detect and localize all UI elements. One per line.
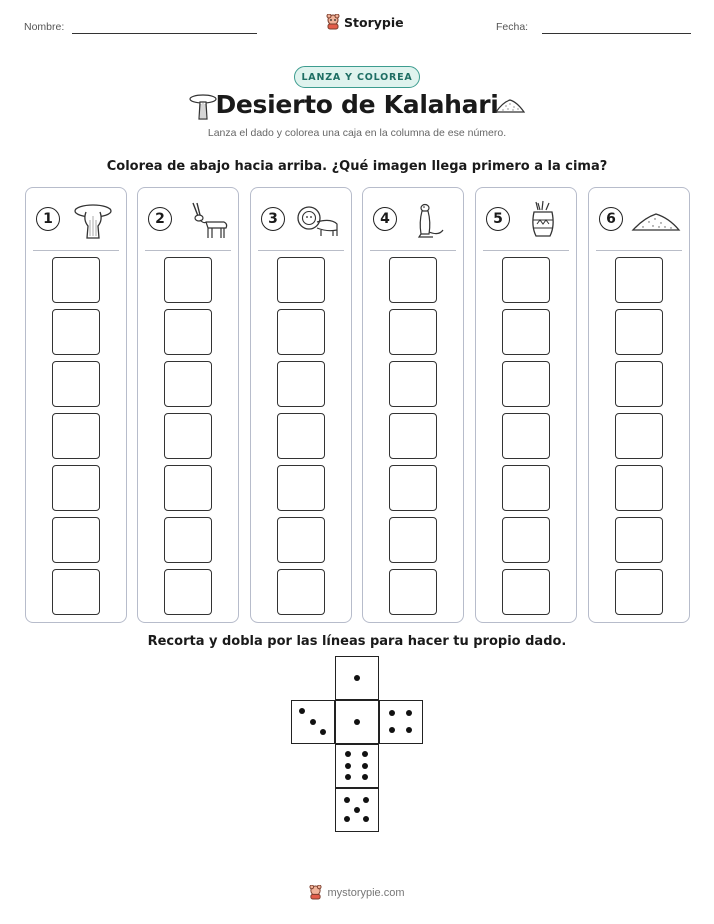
name-label: Nombre: xyxy=(24,21,65,33)
activity-badge: LANZA Y COLOREA xyxy=(294,66,420,88)
color-box[interactable] xyxy=(615,413,663,459)
die-pip xyxy=(344,816,350,822)
color-box[interactable] xyxy=(615,257,663,303)
color-box[interactable] xyxy=(164,309,212,355)
name-line[interactable] xyxy=(72,33,257,34)
page-title: Desierto de Kalahari xyxy=(215,90,499,119)
die-pip xyxy=(362,763,368,769)
die-pip xyxy=(344,797,350,803)
die-pip xyxy=(389,727,395,733)
die-face-4 xyxy=(379,700,423,744)
die-pip xyxy=(363,797,369,803)
color-box[interactable] xyxy=(502,361,550,407)
die-pip xyxy=(345,774,351,780)
column-number: 1 xyxy=(36,207,60,231)
column-number: 5 xyxy=(486,207,510,231)
color-box[interactable] xyxy=(52,257,100,303)
color-box[interactable] xyxy=(52,465,100,511)
column-header xyxy=(363,188,463,250)
woven-basket-icon xyxy=(516,200,570,240)
footer xyxy=(0,885,714,900)
column-number: 2 xyxy=(148,207,172,231)
column-header xyxy=(476,188,576,250)
color-box[interactable] xyxy=(277,517,325,563)
storypie-mascot-icon xyxy=(326,14,340,30)
column-6 xyxy=(588,187,690,623)
column-divider xyxy=(596,250,682,251)
color-box[interactable] xyxy=(277,309,325,355)
die-pip xyxy=(354,675,360,681)
die-pip xyxy=(345,763,351,769)
die-face-1 xyxy=(335,656,379,700)
color-box[interactable] xyxy=(502,413,550,459)
sand-dune-icon xyxy=(629,200,683,240)
color-box[interactable] xyxy=(389,569,437,615)
color-box[interactable] xyxy=(502,465,550,511)
die-pip xyxy=(310,719,316,725)
column-header xyxy=(26,188,126,250)
color-box[interactable] xyxy=(277,413,325,459)
brand-name: Storypie xyxy=(344,14,404,30)
die-face-1 xyxy=(335,700,379,744)
column-divider xyxy=(483,250,569,251)
die-instruction: Recorta y dobla por las líneas para hacer tu propio dado. xyxy=(147,634,567,649)
color-box[interactable] xyxy=(277,257,325,303)
color-box[interactable] xyxy=(615,517,663,563)
color-box[interactable] xyxy=(502,517,550,563)
color-box[interactable] xyxy=(277,361,325,407)
color-box[interactable] xyxy=(52,361,100,407)
lion-icon xyxy=(291,200,345,240)
date-label: Fecha: xyxy=(496,21,529,33)
color-box[interactable] xyxy=(164,257,212,303)
color-box[interactable] xyxy=(389,361,437,407)
color-box[interactable] xyxy=(615,309,663,355)
die-pip xyxy=(345,751,351,757)
column-number: 6 xyxy=(599,207,623,231)
column-header xyxy=(138,188,238,250)
color-box[interactable] xyxy=(615,569,663,615)
color-box[interactable] xyxy=(389,309,437,355)
date-line[interactable] xyxy=(542,33,691,34)
color-box[interactable] xyxy=(502,257,550,303)
die-pip xyxy=(406,727,412,733)
die-face-6 xyxy=(335,744,379,788)
baobab-tree-icon xyxy=(66,200,120,240)
meerkat-icon xyxy=(403,200,457,240)
die-pip xyxy=(320,729,326,735)
column-divider xyxy=(33,250,119,251)
color-box[interactable] xyxy=(277,569,325,615)
color-box[interactable] xyxy=(164,361,212,407)
color-box[interactable] xyxy=(52,413,100,459)
color-box[interactable] xyxy=(164,569,212,615)
column-header xyxy=(589,188,689,250)
die-pip xyxy=(354,807,360,813)
die-face-5 xyxy=(335,788,379,832)
color-box[interactable] xyxy=(164,465,212,511)
column-number: 3 xyxy=(261,207,285,231)
brand-logo xyxy=(326,14,404,30)
color-box[interactable] xyxy=(615,465,663,511)
column-divider xyxy=(370,250,456,251)
color-box[interactable] xyxy=(389,413,437,459)
sand-dune-icon xyxy=(494,96,526,116)
column-4 xyxy=(362,187,464,623)
color-box[interactable] xyxy=(389,465,437,511)
column-number: 4 xyxy=(373,207,397,231)
color-box[interactable] xyxy=(277,465,325,511)
color-box[interactable] xyxy=(52,517,100,563)
footer-url[interactable]: mystorypie.com xyxy=(327,886,405,899)
color-box[interactable] xyxy=(164,413,212,459)
color-box[interactable] xyxy=(502,309,550,355)
column-divider xyxy=(145,250,231,251)
color-box[interactable] xyxy=(52,309,100,355)
color-box[interactable] xyxy=(52,569,100,615)
column-5 xyxy=(475,187,577,623)
column-2 xyxy=(137,187,239,623)
color-box[interactable] xyxy=(615,361,663,407)
column-divider xyxy=(258,250,344,251)
die-pip xyxy=(406,710,412,716)
die-pip xyxy=(363,816,369,822)
color-box[interactable] xyxy=(164,517,212,563)
color-box[interactable] xyxy=(502,569,550,615)
color-box[interactable] xyxy=(389,517,437,563)
die-pip xyxy=(362,774,368,780)
color-box[interactable] xyxy=(389,257,437,303)
die-face-3 xyxy=(291,700,335,744)
die-pip xyxy=(362,751,368,757)
die-pip xyxy=(389,710,395,716)
page-subtitle: Lanza el dado y colorea una caja en la columna de ese número. xyxy=(207,127,507,139)
storypie-mascot-icon xyxy=(309,885,322,900)
coloring-instruction: Colorea de abajo hacia arriba. ¿Qué imagen llega primero a la cima? xyxy=(106,159,608,174)
column-3 xyxy=(250,187,352,623)
die-pip xyxy=(354,719,360,725)
gemsbok-antelope-icon xyxy=(178,200,232,240)
column-header xyxy=(251,188,351,250)
column-1 xyxy=(25,187,127,623)
die-pip xyxy=(299,708,305,714)
